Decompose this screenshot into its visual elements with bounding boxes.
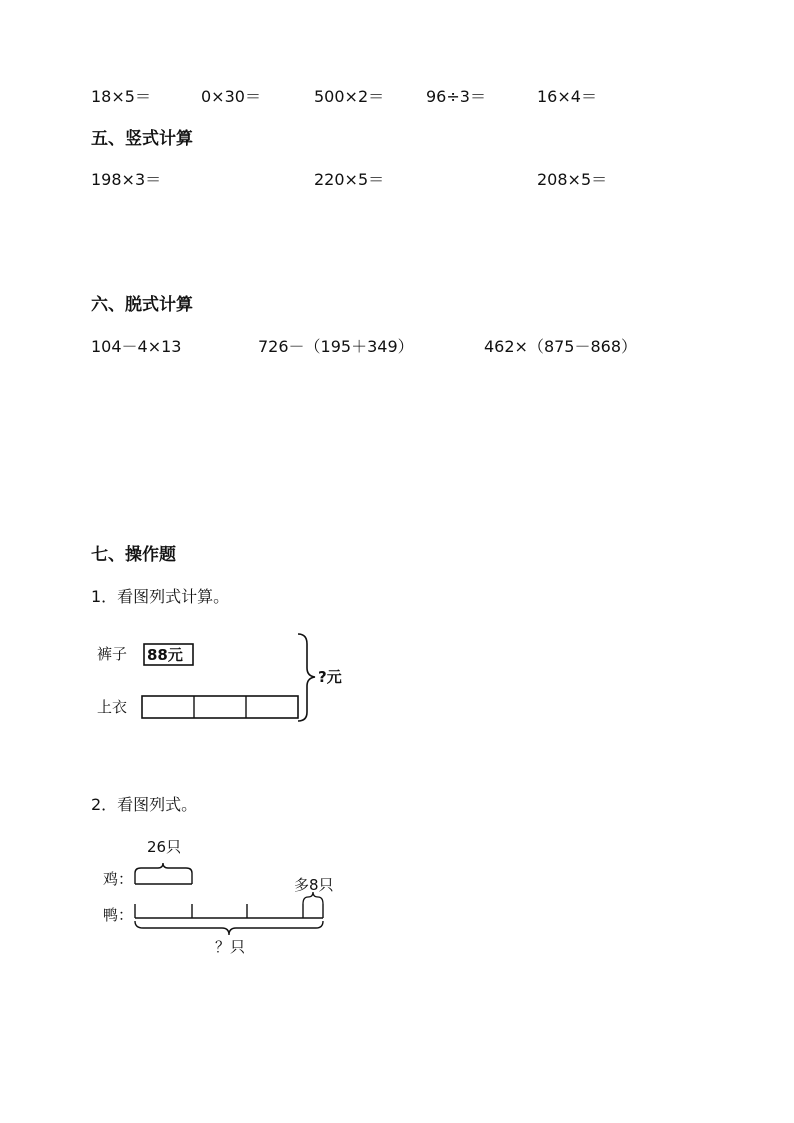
duck-total: ？只 (215, 938, 246, 956)
duck-label: 鸭： (103, 906, 134, 924)
section-7-title: 七、操作题 (91, 545, 176, 565)
calc-item-1: 18×5＝ (91, 87, 151, 106)
vertical-calc-2: 220×5＝ (314, 170, 385, 189)
extra-count: 多8只 (294, 876, 334, 894)
shirt-bar (142, 696, 298, 718)
chicken-count: 26只 (147, 838, 182, 856)
vertical-calc-1: 198×3＝ (91, 170, 162, 189)
calc-item-3: 500×2＝ (314, 87, 385, 106)
pants-label: 裤子 (97, 645, 128, 663)
section-6-title: 六、脱式计算 (91, 295, 193, 315)
question-2-label: 2．看图列式。 (91, 795, 198, 814)
stepwise-calc-1: 104－4×13 (91, 337, 182, 356)
section-5-title: 五、竖式计算 (91, 129, 193, 149)
chicken-brace (135, 863, 192, 884)
calc-item-2: 0×30＝ (201, 87, 261, 106)
stepwise-calc-3: 462×（875－868） (484, 337, 638, 356)
stepwise-calc-2: 726－（195＋349） (258, 337, 414, 356)
duck-total-brace (135, 921, 323, 935)
calc-item-5: 16×4＝ (537, 87, 597, 106)
vertical-calc-3: 208×5＝ (537, 170, 608, 189)
calc-item-4: 96÷3＝ (426, 87, 486, 106)
shirt-label: 上衣 (97, 698, 128, 716)
chicken-label: 鸡： (103, 870, 134, 888)
total-price: ?元 (318, 668, 342, 686)
question-1-label: 1．看图列式计算。 (91, 587, 230, 606)
pants-price: 88元 (147, 646, 183, 664)
total-brace (298, 634, 315, 721)
